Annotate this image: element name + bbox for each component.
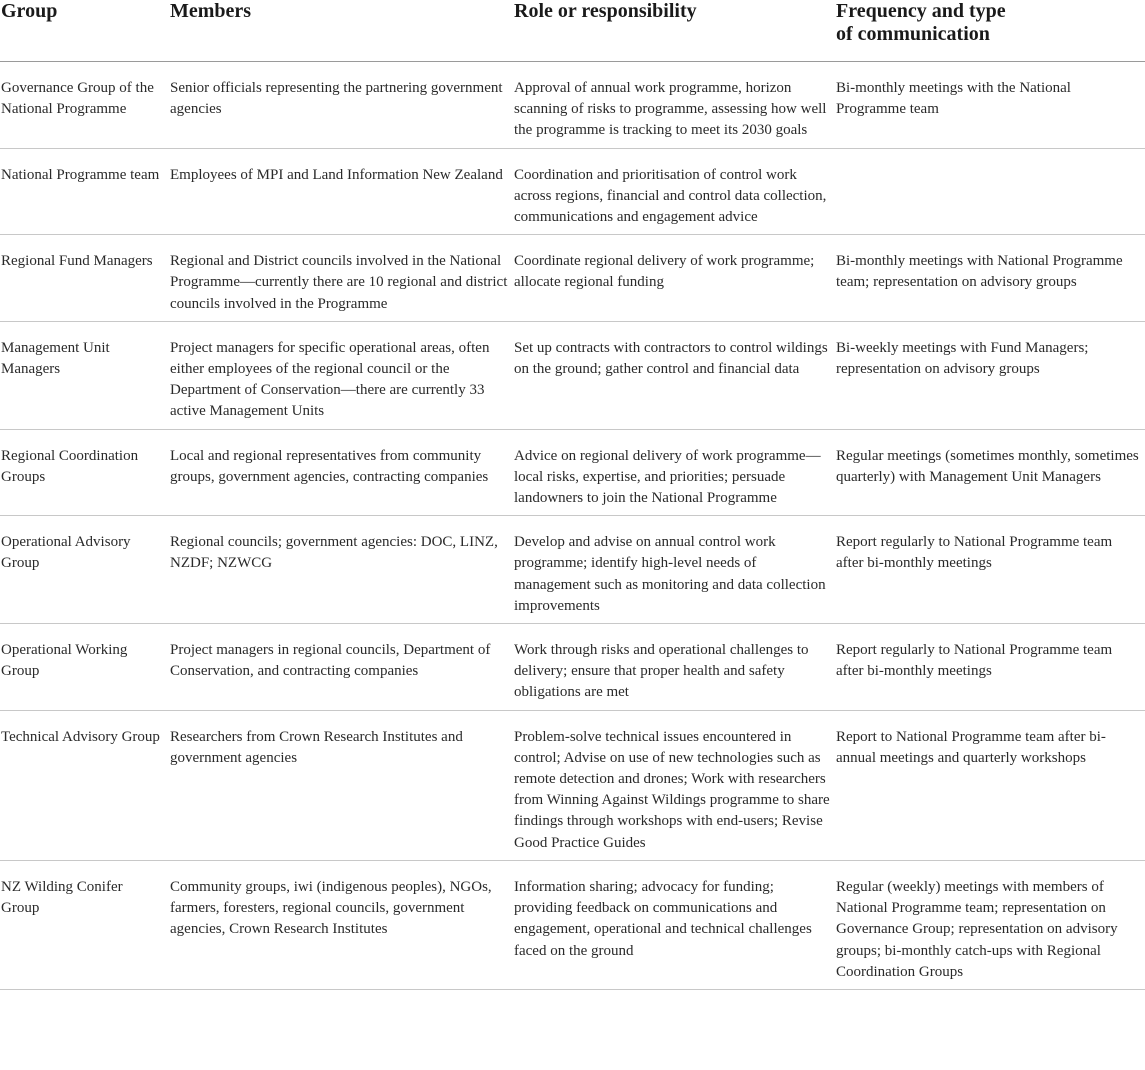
- cell-role: Advice on regional delivery of work programme—local risks, expertise, and priorities; persuade landowners to join the National Programme: [514, 429, 836, 516]
- table-row: [0, 860, 1145, 989]
- table-row: [0, 429, 1145, 516]
- cell-role: Coordinate regional delivery of work programme; allocate regional funding: [514, 235, 836, 322]
- header-frequency-line2: of communication: [836, 23, 990, 45]
- table-row: [0, 710, 1145, 860]
- table-row: [0, 321, 1145, 429]
- table-header: [0, 0, 1145, 62]
- table-row: [0, 235, 1145, 322]
- cell-frequency: Bi-monthly meetings with National Programme team; representation on advisory groups: [836, 235, 1145, 322]
- cell-frequency: Bi-monthly meetings with the National Programme team: [836, 62, 1145, 149]
- cell-group: Governance Group of the National Programme: [0, 62, 170, 149]
- header-members: Members: [170, 0, 514, 62]
- header-frequency: [836, 0, 1145, 62]
- cell-frequency: [836, 148, 1145, 235]
- cell-frequency: Regular (weekly) meetings with members of National Programme team; representation on Governance Group; representation on advisory groups; bi-monthly catch-ups with Regional Coordination Groups: [836, 860, 1145, 989]
- cell-frequency: Bi-weekly meetings with Fund Managers; representation on advisory groups: [836, 321, 1145, 429]
- cell-group: Operational Advisory Group: [0, 516, 170, 624]
- cell-group: Management Unit Managers: [0, 321, 170, 429]
- cell-group: Technical Advisory Group: [0, 710, 170, 860]
- cell-members: Project managers in regional councils, Department of Conservation, and contracting companies: [170, 624, 514, 711]
- cell-group: Operational Working Group: [0, 624, 170, 711]
- cell-members: Researchers from Crown Research Institutes and government agencies: [170, 710, 514, 860]
- cell-members: Local and regional representatives from community groups, government agencies, contracting companies: [170, 429, 514, 516]
- cell-group: NZ Wilding Conifer Group: [0, 860, 170, 989]
- table-body: [0, 62, 1145, 990]
- cell-members: Community groups, iwi (indigenous peoples), NGOs, farmers, foresters, regional councils, government agencies, Crown Research Institutes: [170, 860, 514, 989]
- header-row: [0, 0, 1145, 62]
- cell-role: Approval of annual work programme, horizon scanning of risks to programme, assessing how well the programme is tracking to meet its 2030 goals: [514, 62, 836, 149]
- header-group: Group: [0, 0, 170, 62]
- header-role: Role or responsibility: [514, 0, 836, 62]
- cell-members: Regional councils; government agencies: DOC, LINZ, NZDF; NZWCG: [170, 516, 514, 624]
- header-frequency-line1: Frequency and type: [836, 0, 1006, 22]
- cell-group: Regional Fund Managers: [0, 235, 170, 322]
- table-row: [0, 148, 1145, 235]
- cell-role: Develop and advise on annual control work programme; identify high-level needs of management such as monitoring and data collection improvements: [514, 516, 836, 624]
- cell-members: Employees of MPI and Land Information New Zealand: [170, 148, 514, 235]
- cell-role: Coordination and prioritisation of control work across regions, financial and control data collection, communications and engagement advice: [514, 148, 836, 235]
- cell-role: Work through risks and operational challenges to delivery; ensure that proper health and safety obligations are met: [514, 624, 836, 711]
- cell-role: Problem-solve technical issues encountered in control; Advise on use of new technologies such as remote detection and drones; Work with researchers from Winning Against Wildings programme to share findings through workshops with end-users; Revise Good Practice Guides: [514, 710, 836, 860]
- cell-role: Information sharing; advocacy for funding; providing feedback on communications and engagement, operational and technical challenges faced on the ground: [514, 860, 836, 989]
- cell-frequency: Report to National Programme team after bi-annual meetings and quarterly workshops: [836, 710, 1145, 860]
- cell-members: Project managers for specific operational areas, often either employees of the regional council or the Department of Conservation—there are currently 33 active Management Units: [170, 321, 514, 429]
- table-row: [0, 516, 1145, 624]
- cell-group: National Programme team: [0, 148, 170, 235]
- cell-members: Senior officials representing the partnering government agencies: [170, 62, 514, 149]
- cell-frequency: Regular meetings (sometimes monthly, sometimes quarterly) with Management Unit Managers: [836, 429, 1145, 516]
- table-row: [0, 62, 1145, 149]
- cell-group: Regional Coordination Groups: [0, 429, 170, 516]
- cell-frequency: Report regularly to National Programme team after bi-monthly meetings: [836, 624, 1145, 711]
- table-row: [0, 624, 1145, 711]
- cell-frequency: Report regularly to National Programme team after bi-monthly meetings: [836, 516, 1145, 624]
- cell-role: Set up contracts with contractors to control wildings on the ground; gather control and financial data: [514, 321, 836, 429]
- cell-members: Regional and District councils involved in the National Programme—currently there are 10 regional and district councils involved in the Programme: [170, 235, 514, 322]
